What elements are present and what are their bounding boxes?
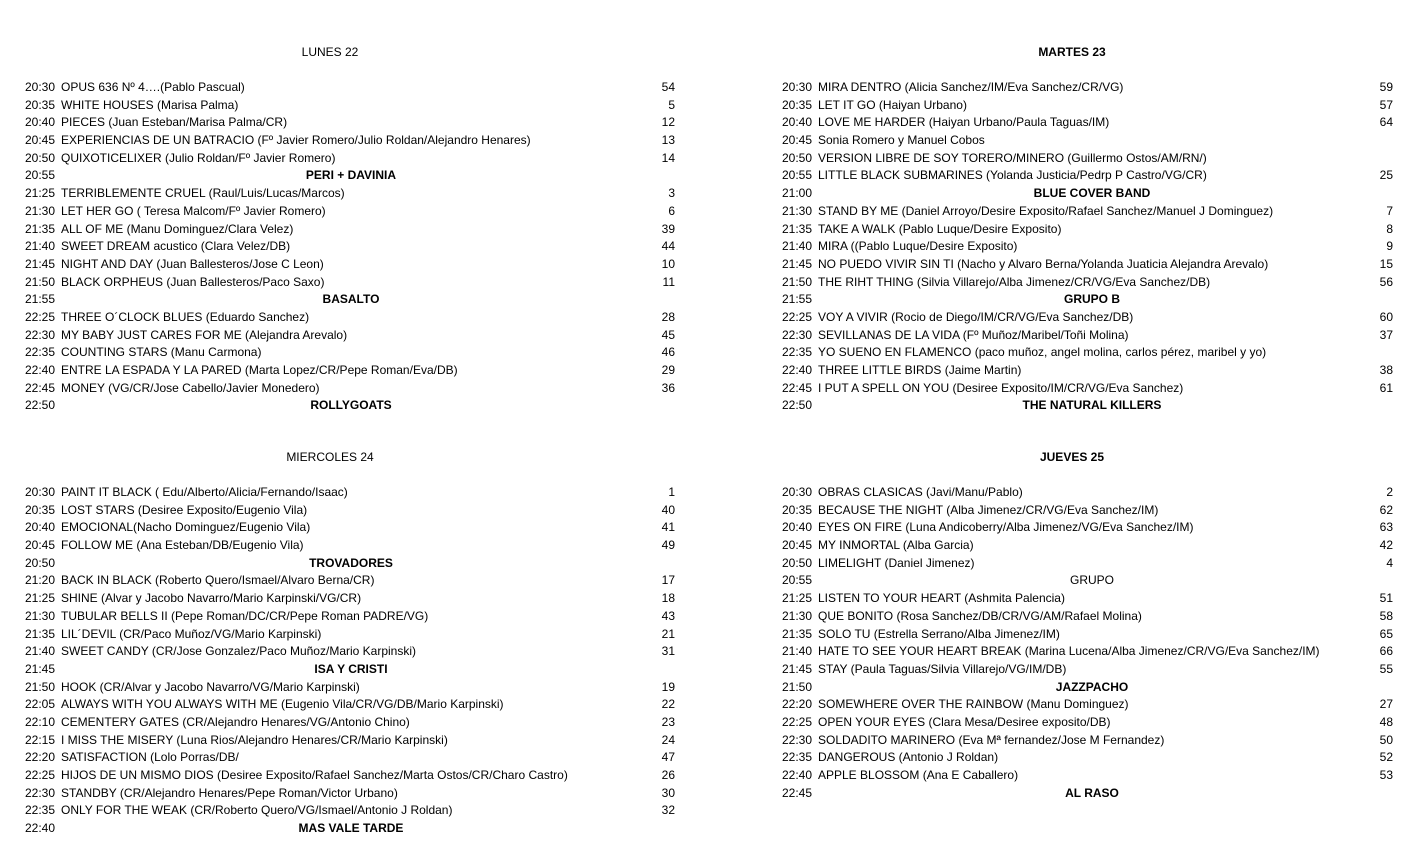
time-slot: 22:45 bbox=[782, 380, 813, 395]
time-slot: 20:35 bbox=[25, 502, 56, 517]
act-title: EMOCIONAL(Nacho Dominguez/Eugenio Vila) bbox=[61, 520, 311, 535]
time-slot: 22:20 bbox=[782, 697, 813, 712]
act-title: CEMENTERY GATES (CR/Alejandro Henares/VG/Antonio Chino) bbox=[61, 714, 410, 729]
act-number: 23 bbox=[661, 714, 675, 729]
act-title: QUIXOTICELIXER (Julio Roldan/Fº Javier Romero) bbox=[61, 150, 336, 165]
schedule-row bbox=[25, 590, 675, 608]
time-slot: 21:30 bbox=[25, 608, 56, 623]
act-title: VERSION LIBRE DE SOY TORERO/MINERO (Guillermo Ostos/AM/RN/) bbox=[818, 150, 1207, 165]
day-schedule-miercoles bbox=[25, 449, 675, 838]
band-name: AL RASO bbox=[1065, 785, 1119, 800]
band-row bbox=[25, 291, 675, 309]
day-title: LUNES 22 bbox=[301, 45, 359, 59]
act-number: 27 bbox=[1379, 697, 1393, 712]
schedule-row bbox=[25, 679, 675, 697]
time-slot: 20:55 bbox=[782, 168, 813, 183]
act-title: PIECES (Juan Esteban/Marisa Palma/CR) bbox=[61, 115, 288, 130]
band-row bbox=[782, 785, 1393, 803]
schedule-row bbox=[25, 572, 675, 590]
schedule-row bbox=[782, 256, 1393, 274]
schedule-row bbox=[782, 327, 1393, 345]
schedule-row bbox=[25, 696, 675, 714]
act-number: 41 bbox=[661, 520, 675, 535]
time-slot: 21:25 bbox=[25, 591, 56, 606]
act-title: HIJOS DE UN MISMO DIOS (Desiree Exposito/Rafael Sanchez/Marta Ostos/CR/Charo Castro) bbox=[61, 768, 568, 782]
act-number: 47 bbox=[661, 750, 675, 765]
act-number: 59 bbox=[1379, 80, 1393, 94]
schedule-row bbox=[782, 167, 1393, 185]
act-number: 29 bbox=[661, 363, 675, 377]
schedule-row bbox=[782, 555, 1393, 573]
band-row bbox=[25, 397, 675, 415]
time-slot: 21:50 bbox=[782, 679, 813, 694]
schedule-row bbox=[782, 362, 1393, 380]
time-slot: 22:05 bbox=[25, 697, 56, 712]
time-slot: 21:35 bbox=[782, 626, 813, 641]
act-number: 19 bbox=[661, 679, 675, 694]
time-slot: 21:35 bbox=[25, 221, 56, 236]
act-number: 40 bbox=[661, 502, 675, 517]
schedule-row bbox=[25, 221, 675, 239]
band-row bbox=[782, 185, 1393, 203]
schedule-row bbox=[25, 344, 675, 362]
act-number: 58 bbox=[1379, 608, 1393, 623]
time-slot: 22:40 bbox=[782, 363, 813, 377]
act-number: 5 bbox=[668, 97, 675, 112]
act-title: COUNTING STARS (Manu Carmona) bbox=[61, 345, 262, 360]
act-number: 31 bbox=[661, 644, 675, 659]
act-title: BACK IN BLACK (Roberto Quero/Ismael/Alvaro Berna/CR) bbox=[61, 573, 375, 588]
time-slot: 20:30 bbox=[25, 80, 56, 94]
act-title: SOLO TU (Estrella Serrano/Alba Jimenez/IM) bbox=[818, 626, 1060, 641]
time-slot: 20:45 bbox=[782, 538, 813, 553]
act-number: 50 bbox=[1379, 732, 1393, 747]
time-slot: 21:25 bbox=[782, 591, 813, 606]
time-slot: 20:40 bbox=[782, 115, 813, 130]
time-slot: 22:25 bbox=[25, 309, 56, 324]
schedule-row bbox=[25, 114, 675, 132]
schedule-row bbox=[782, 643, 1393, 661]
act-title: I PUT A SPELL ON YOU (Desiree Exposito/IM/CR/VG/Eva Sanchez) bbox=[818, 380, 1184, 395]
act-number: 8 bbox=[1386, 221, 1393, 236]
time-slot: 20:50 bbox=[25, 555, 56, 570]
act-title: SOMEWHERE OVER THE RAINBOW (Manu Dominguez) bbox=[818, 697, 1129, 712]
day-title: MIERCOLES 24 bbox=[286, 450, 374, 464]
schedule-row bbox=[25, 185, 675, 203]
schedule-row bbox=[782, 97, 1393, 115]
act-title: ALWAYS WITH YOU ALWAYS WITH ME (Eugenio Vila/CR/VG/DB/Mario Karpinski) bbox=[61, 697, 504, 712]
band-row bbox=[782, 572, 1393, 590]
schedule-row bbox=[25, 150, 675, 168]
act-number: 13 bbox=[661, 133, 675, 148]
act-number: 48 bbox=[1379, 714, 1393, 729]
act-number: 21 bbox=[661, 626, 675, 641]
day-schedule-lunes bbox=[25, 44, 675, 415]
act-title: APPLE BLOSSOM (Ana E Caballero) bbox=[818, 768, 1019, 782]
schedule-row bbox=[782, 749, 1393, 767]
act-title: HATE TO SEE YOUR HEART BREAK (Marina Lucena/Alba Jimenez/CR/VG/Eva Sanchez/IM) bbox=[818, 644, 1320, 659]
schedule-row bbox=[782, 696, 1393, 714]
act-title: MIRA ((Pablo Luque/Desire Exposito) bbox=[818, 239, 1018, 254]
schedule-row bbox=[25, 203, 675, 221]
time-slot: 22:25 bbox=[782, 714, 813, 729]
time-slot: 22:40 bbox=[25, 363, 56, 377]
act-title: I MISS THE MISERY (Luna Rios/Alejandro Henares/CR/Mario Karpinski) bbox=[61, 732, 448, 747]
band-name: BASALTO bbox=[322, 292, 380, 307]
band-row bbox=[25, 820, 675, 838]
act-number: 60 bbox=[1379, 309, 1393, 324]
time-slot: 20:55 bbox=[25, 168, 56, 183]
schedule-row bbox=[25, 802, 675, 820]
time-slot: 22:45 bbox=[782, 785, 813, 800]
act-number: 61 bbox=[1379, 380, 1393, 395]
band-row bbox=[782, 679, 1393, 697]
schedule-row bbox=[782, 79, 1393, 97]
schedule-row bbox=[782, 221, 1393, 239]
schedule-row bbox=[25, 362, 675, 380]
schedule-row bbox=[25, 785, 675, 803]
act-title: LET IT GO (Haiyan Urbano) bbox=[818, 97, 967, 112]
schedule-row bbox=[25, 608, 675, 626]
act-title: FOLLOW ME (Ana Esteban/DB/Eugenio Vila) bbox=[61, 538, 304, 553]
band-name: ROLLYGOATS bbox=[310, 398, 392, 413]
act-title: STAND BY ME (Daniel Arroyo/Desire Exposito/Rafael Sanchez/Manuel J Dominguez) bbox=[818, 203, 1274, 218]
time-slot: 22:30 bbox=[25, 785, 56, 800]
schedule-row bbox=[782, 150, 1393, 168]
act-title: Sonia Romero y Manuel Cobos bbox=[818, 133, 985, 148]
time-slot: 20:50 bbox=[782, 555, 813, 570]
time-slot: 22:20 bbox=[25, 750, 56, 765]
act-number: 45 bbox=[661, 327, 675, 342]
schedule-row bbox=[25, 256, 675, 274]
act-number: 38 bbox=[1379, 363, 1393, 377]
time-slot: 22:40 bbox=[782, 768, 813, 782]
band-name: ISA Y CRISTI bbox=[314, 661, 388, 676]
schedule-row bbox=[782, 132, 1393, 150]
act-title: MIRA DENTRO (Alicia Sanchez/IM/Eva Sanchez/CR/VG) bbox=[818, 80, 1124, 94]
act-number: 12 bbox=[661, 115, 675, 130]
time-slot: 21:35 bbox=[782, 221, 813, 236]
time-slot: 20:35 bbox=[782, 502, 813, 517]
schedule-row bbox=[25, 714, 675, 732]
time-slot: 20:50 bbox=[25, 150, 56, 165]
act-number: 42 bbox=[1379, 538, 1393, 553]
time-slot: 21:20 bbox=[25, 573, 56, 588]
act-title: LOST STARS (Desiree Exposito/Eugenio Vila) bbox=[61, 502, 308, 517]
time-slot: 20:30 bbox=[782, 80, 813, 94]
time-slot: 20:55 bbox=[782, 573, 813, 588]
band-name: GRUPO B bbox=[1063, 292, 1120, 307]
act-number: 63 bbox=[1379, 520, 1393, 535]
day-title: JUEVES 25 bbox=[1039, 450, 1105, 464]
act-number: 22 bbox=[661, 697, 675, 712]
act-title: PAINT IT BLACK ( Edu/Alberto/Alicia/Fernando/Isaac) bbox=[61, 485, 348, 499]
time-slot: 20:45 bbox=[25, 538, 56, 553]
act-number: 65 bbox=[1379, 626, 1393, 641]
schedule-row bbox=[782, 484, 1393, 502]
schedule-row bbox=[782, 537, 1393, 555]
schedule-row bbox=[782, 380, 1393, 398]
schedule-row bbox=[25, 502, 675, 520]
act-number: 36 bbox=[661, 380, 675, 395]
time-slot: 21:55 bbox=[25, 292, 56, 307]
act-title: ENTRE LA ESPADA Y LA PARED (Marta Lopez/CR/Pepe Roman/Eva/DB) bbox=[61, 363, 458, 377]
act-number: 43 bbox=[661, 608, 675, 623]
act-number: 15 bbox=[1379, 256, 1393, 271]
act-title: DANGEROUS (Antonio J Roldan) bbox=[818, 750, 999, 765]
time-slot: 21:40 bbox=[25, 644, 56, 659]
act-title: SWEET DREAM acustico (Clara Velez/DB) bbox=[61, 239, 291, 254]
act-number: 57 bbox=[1379, 97, 1393, 112]
time-slot: 20:35 bbox=[25, 97, 56, 112]
act-number: 24 bbox=[661, 732, 675, 747]
act-title: BECAUSE THE NIGHT (Alba Jimenez/CR/VG/Eva Sanchez/IM) bbox=[818, 502, 1159, 517]
time-slot: 21:50 bbox=[25, 679, 56, 694]
time-slot: 22:40 bbox=[25, 821, 56, 836]
time-slot: 22:50 bbox=[782, 398, 813, 413]
act-title: TAKE A WALK (Pablo Luque/Desire Exposito) bbox=[818, 221, 1062, 236]
time-slot: 21:25 bbox=[25, 186, 56, 201]
time-slot: 20:30 bbox=[25, 485, 56, 499]
act-number: 39 bbox=[661, 221, 675, 236]
time-slot: 20:45 bbox=[782, 133, 813, 148]
band-name: JAZZPACHO bbox=[1055, 679, 1129, 694]
schedule-row bbox=[782, 661, 1393, 679]
time-slot: 20:30 bbox=[782, 485, 813, 499]
band-name: THE NATURAL KILLERS bbox=[1022, 398, 1162, 413]
time-slot: 20:40 bbox=[782, 520, 813, 535]
act-number: 37 bbox=[1379, 327, 1393, 342]
act-title: YO SUENO EN FLAMENCO (paco muñoz, angel molina, carlos pérez, maribel y yo) bbox=[818, 345, 1267, 360]
time-slot: 21:40 bbox=[25, 239, 56, 254]
time-slot: 20:45 bbox=[25, 133, 56, 148]
act-title: NIGHT AND DAY (Juan Ballesteros/Jose C Leon) bbox=[61, 256, 324, 271]
schedule-row bbox=[25, 132, 675, 150]
time-slot: 22:35 bbox=[25, 803, 56, 818]
time-slot: 21:30 bbox=[25, 203, 56, 218]
act-number: 3 bbox=[668, 186, 675, 201]
time-slot: 22:35 bbox=[25, 345, 56, 360]
act-title: STAY (Paula Taguas/Silvia Villarejo/VG/IM/DB) bbox=[818, 661, 1067, 676]
band-row bbox=[25, 167, 675, 185]
schedule-row bbox=[25, 749, 675, 767]
time-slot: 21:40 bbox=[782, 239, 813, 254]
time-slot: 21:30 bbox=[782, 203, 813, 218]
day-schedule-martes bbox=[782, 44, 1393, 415]
schedule-row bbox=[782, 114, 1393, 132]
act-title: TUBULAR BELLS II (Pepe Roman/DC/CR/Pepe Roman PADRE/VG) bbox=[61, 608, 429, 623]
band-name: GRUPO bbox=[1069, 573, 1114, 588]
act-number: 44 bbox=[661, 239, 675, 254]
day-title: MARTES 23 bbox=[1038, 45, 1106, 59]
band-name: MAS VALE TARDE bbox=[298, 821, 404, 836]
act-title: WHITE HOUSES (Marisa Palma) bbox=[61, 97, 239, 112]
act-title: HOOK (CR/Alvar y Jacobo Navarro/VG/Mario Karpinski) bbox=[61, 679, 360, 694]
time-slot: 21:50 bbox=[25, 274, 56, 289]
band-name: PERI + DAVINIA bbox=[305, 168, 397, 183]
act-number: 51 bbox=[1379, 591, 1393, 606]
time-slot: 22:35 bbox=[782, 345, 813, 360]
schedule-row bbox=[25, 97, 675, 115]
act-number: 11 bbox=[662, 274, 675, 289]
schedule-row bbox=[782, 626, 1393, 644]
time-slot: 21:45 bbox=[25, 256, 56, 271]
time-slot: 22:45 bbox=[25, 380, 56, 395]
act-title: EXPERIENCIAS DE UN BATRACIO (Fº Javier Romero/Julio Roldan/Alejandro Henares) bbox=[61, 133, 531, 148]
time-slot: 22:35 bbox=[782, 750, 813, 765]
act-number: 17 bbox=[661, 573, 675, 588]
act-number: 10 bbox=[661, 256, 675, 271]
schedule-row bbox=[25, 327, 675, 345]
act-number: 18 bbox=[661, 591, 675, 606]
time-slot: 21:30 bbox=[782, 608, 813, 623]
act-number: 64 bbox=[1379, 115, 1393, 130]
day-schedule-jueves bbox=[782, 449, 1393, 802]
time-slot: 21:45 bbox=[25, 661, 56, 676]
schedule-row bbox=[25, 767, 675, 785]
act-title: NO PUEDO VIVIR SIN TI (Nacho y Alvaro Berna/Yolanda Juaticia Alejandra Arevalo) bbox=[818, 256, 1269, 271]
act-number: 25 bbox=[1379, 168, 1393, 183]
schedule-row bbox=[25, 732, 675, 750]
act-title: QUE BONITO (Rosa Sanchez/DB/CR/VG/AM/Rafael Molina) bbox=[818, 608, 1142, 623]
act-title: TERRIBLEMENTE CRUEL (Raul/Luis/Lucas/Marcos) bbox=[61, 186, 345, 201]
act-number: 32 bbox=[661, 803, 675, 818]
time-slot: 21:40 bbox=[782, 644, 813, 659]
act-number: 53 bbox=[1379, 768, 1393, 782]
time-slot: 22:30 bbox=[782, 327, 813, 342]
act-title: OPUS 636 Nº 4….(Pablo Pascual) bbox=[61, 80, 245, 94]
act-title: LOVE ME HARDER (Haiyan Urbano/Paula Taguas/IM) bbox=[818, 115, 1110, 130]
act-number: 56 bbox=[1379, 274, 1393, 289]
schedule-row bbox=[782, 767, 1393, 785]
act-title: SHINE (Alvar y Jacobo Navarro/Mario Karpinski/VG/CR) bbox=[61, 591, 362, 606]
act-title: SEVILLANAS DE LA VIDA (Fº Muñoz/Maribel/Toñi Molina) bbox=[818, 327, 1129, 342]
time-slot: 20:35 bbox=[782, 97, 813, 112]
schedule-row bbox=[782, 732, 1393, 750]
time-slot: 22:10 bbox=[25, 714, 56, 729]
band-row bbox=[782, 291, 1393, 309]
time-slot: 20:50 bbox=[782, 150, 813, 165]
band-row bbox=[25, 555, 675, 573]
schedule-row bbox=[782, 608, 1393, 626]
time-slot: 22:25 bbox=[25, 768, 56, 782]
band-name: BLUE COVER BAND bbox=[1033, 186, 1151, 201]
act-title: EYES ON FIRE (Luna Andicoberry/Alba Jimenez/VG/Eva Sanchez/IM) bbox=[818, 520, 1194, 535]
schedule-row bbox=[25, 519, 675, 537]
act-number: 6 bbox=[668, 203, 675, 218]
act-title: LIMELIGHT (Daniel Jimenez) bbox=[818, 555, 975, 570]
schedule-row bbox=[25, 626, 675, 644]
schedule-row bbox=[782, 309, 1393, 327]
act-number: 46 bbox=[661, 345, 675, 360]
schedule-row bbox=[782, 714, 1393, 732]
schedule-row bbox=[782, 344, 1393, 362]
act-title: ALL OF ME (Manu Dominguez/Clara Velez) bbox=[61, 221, 294, 236]
schedule-row bbox=[25, 484, 675, 502]
act-number: 55 bbox=[1379, 661, 1393, 676]
act-number: 28 bbox=[661, 309, 675, 324]
schedule-row bbox=[25, 537, 675, 555]
act-number: 7 bbox=[1386, 203, 1393, 218]
act-title: MONEY (VG/CR/Jose Cabello/Javier Monedero) bbox=[61, 380, 320, 395]
schedule-row bbox=[782, 519, 1393, 537]
act-title: SATISFACTION (Lolo Porras/DB/ bbox=[61, 750, 239, 765]
schedule-row bbox=[25, 309, 675, 327]
schedule-row bbox=[25, 274, 675, 292]
act-title: OPEN YOUR EYES (Clara Mesa/Desiree exposito/DB) bbox=[818, 714, 1111, 729]
act-title: LIL´DEVIL (CR/Paco Muñoz/VG/Mario Karpinski) bbox=[61, 626, 322, 641]
time-slot: 21:35 bbox=[25, 626, 56, 641]
act-title: ONLY FOR THE WEAK (CR/Roberto Quero/VG/Ismael/Antonio J Roldan) bbox=[61, 803, 453, 818]
band-row bbox=[782, 397, 1393, 415]
act-number: 49 bbox=[661, 538, 675, 553]
time-slot: 22:50 bbox=[25, 398, 56, 413]
act-number: 1 bbox=[668, 485, 675, 499]
act-title: OBRAS CLASICAS (Javi/Manu/Pablo) bbox=[818, 485, 1023, 499]
band-row bbox=[25, 661, 675, 679]
schedule-row bbox=[25, 79, 675, 97]
time-slot: 21:45 bbox=[782, 661, 813, 676]
schedule-row bbox=[25, 238, 675, 256]
schedule-row bbox=[782, 203, 1393, 221]
act-title: SOLDADITO MARINERO (Eva Mª fernandez/Jose M Fernandez) bbox=[818, 732, 1165, 747]
schedule-row bbox=[25, 643, 675, 661]
act-number: 66 bbox=[1379, 644, 1393, 659]
act-number: 14 bbox=[661, 150, 675, 165]
act-number: 30 bbox=[661, 785, 675, 800]
time-slot: 21:45 bbox=[782, 256, 813, 271]
time-slot: 20:40 bbox=[25, 115, 56, 130]
act-title: VOY A VIVIR (Rocio de Diego/IM/CR/VG/Eva Sanchez/DB) bbox=[818, 309, 1134, 324]
act-title: STANDBY (CR/Alejandro Henares/Pepe Roman/Victor Urbano) bbox=[61, 785, 398, 800]
act-number: 2 bbox=[1386, 485, 1393, 499]
schedule-row bbox=[25, 380, 675, 398]
time-slot: 20:40 bbox=[25, 520, 56, 535]
time-slot: 21:55 bbox=[782, 292, 813, 307]
schedule-row bbox=[782, 238, 1393, 256]
time-slot: 22:30 bbox=[782, 732, 813, 747]
schedule-row bbox=[782, 502, 1393, 520]
time-slot: 22:30 bbox=[25, 327, 56, 342]
act-title: THE RIHT THING (Silvia Villarejo/Alba Jimenez/CR/VG/Eva Sanchez/DB) bbox=[818, 274, 1211, 289]
schedule-row bbox=[782, 590, 1393, 608]
time-slot: 22:15 bbox=[25, 732, 56, 747]
time-slot: 21:00 bbox=[782, 186, 813, 201]
act-title: LET HER GO ( Teresa Malcom/Fº Javier Romero) bbox=[61, 203, 326, 218]
act-title: LITTLE BLACK SUBMARINES (Yolanda Justicia/Pedrp P Castro/VG/CR) bbox=[818, 168, 1207, 183]
act-title: BLACK ORPHEUS (Juan Ballesteros/Paco Saxo) bbox=[61, 274, 325, 289]
act-title: THREE LITTLE BIRDS (Jaime Martin) bbox=[818, 363, 1022, 377]
time-slot: 21:50 bbox=[782, 274, 813, 289]
act-title: LISTEN TO YOUR HEART (Ashmita Palencia) bbox=[818, 591, 1065, 606]
act-number: 4 bbox=[1386, 555, 1393, 570]
act-number: 62 bbox=[1379, 502, 1393, 517]
act-number: 52 bbox=[1379, 750, 1393, 765]
act-number: 9 bbox=[1386, 239, 1393, 254]
band-name: TROVADORES bbox=[309, 555, 393, 570]
act-number: 26 bbox=[661, 768, 675, 782]
act-title: MY INMORTAL (Alba Garcia) bbox=[818, 538, 974, 553]
act-number: 54 bbox=[661, 80, 675, 94]
act-title: MY BABY JUST CARES FOR ME (Alejandra Arevalo) bbox=[61, 327, 348, 342]
act-title: SWEET CANDY (CR/Jose Gonzalez/Paco Muñoz/Mario Karpinski) bbox=[61, 644, 417, 659]
schedule-row bbox=[782, 274, 1393, 292]
act-title: THREE O´CLOCK BLUES (Eduardo Sanchez) bbox=[61, 309, 310, 324]
time-slot: 22:25 bbox=[782, 309, 813, 324]
